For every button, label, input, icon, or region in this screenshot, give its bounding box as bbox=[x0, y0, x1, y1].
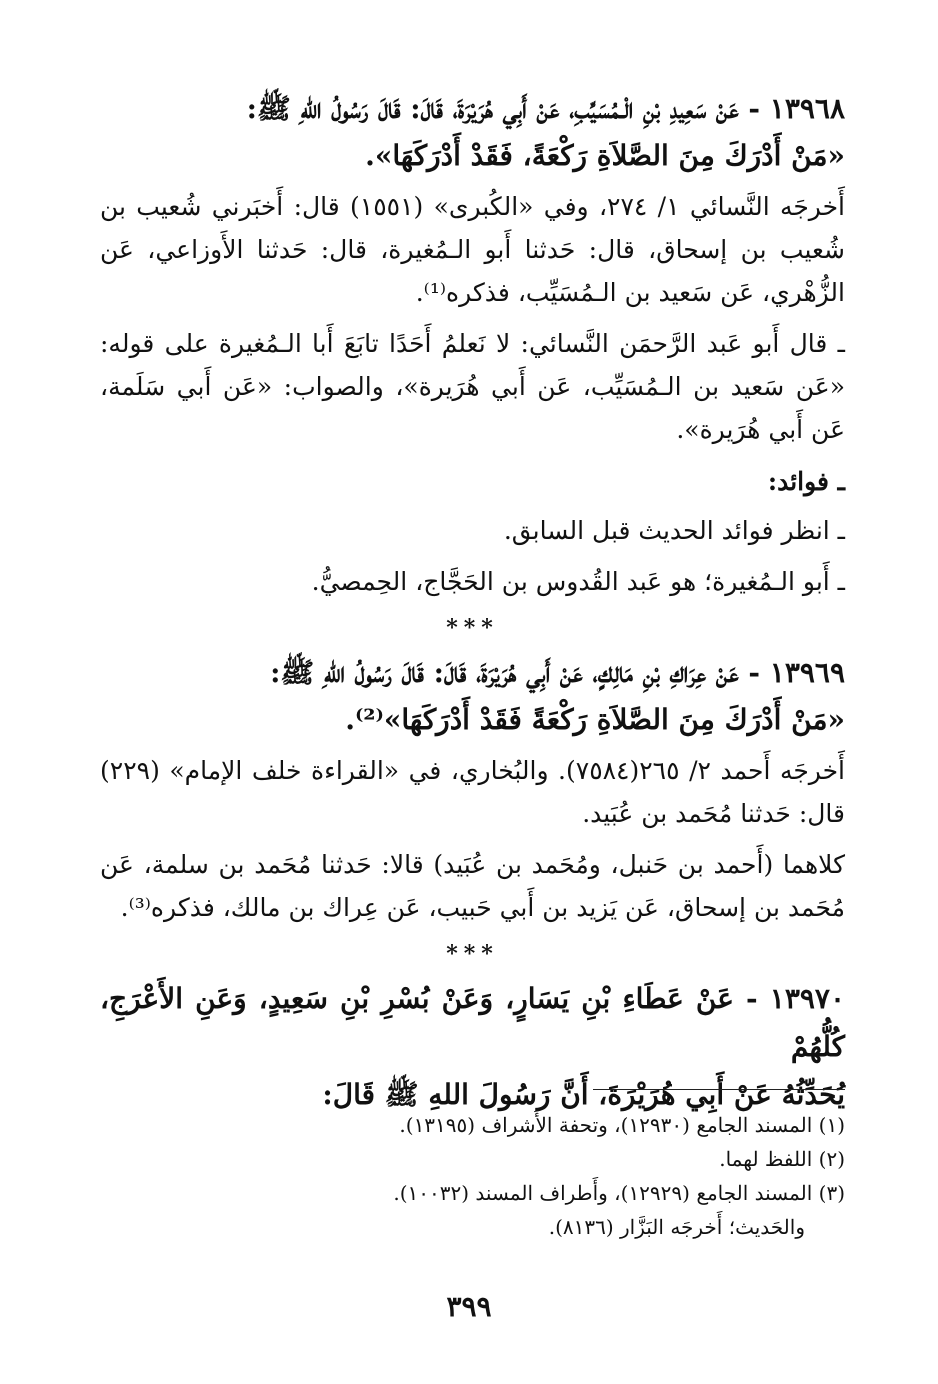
takhrij-13968: أَخرجَه النَّسائي ١/ ٢٧٤، وفي «الكُبرى» (١٥٥١) قال: أَخبَرني شُعيب بن شُعيب بن إسحاق، قال: حَدثنا أَبو الـمُغيرة، قال: حَدثنا الأَوزاعي، عَن الزُّهْري، عَن سَعيد بن الـمُسَيِّب، فذكره⁽¹⁾. bbox=[100, 192, 846, 307]
footnote-3: (٣) المسند الجامع (١٢٩٢٩)، وأَطراف المسند (١٠٠٣٢). bbox=[393, 1181, 845, 1205]
page-body bbox=[100, 85, 845, 1119]
nasai-note: ـ قال أَبو عَبد الرَّحمَن النَّسائي: لا نَعلمُ أَحَدًا تابَعَ أَبا الـمُغيرة على قوله: «عَن سَعيد بن الـمُسَيِّب، عَن أَبي هُرَيرة»، والصواب: «عَن أَبي سَلَمة، عَن أَبي هُرَيرة». bbox=[100, 329, 845, 444]
hadith-13970-line1: ١٣٩٧٠ - عَنْ عَطَاءِ بْنِ يَسَارٍ، وَعَنْ بُسْرِ بْنِ سَعِيدٍ، وَعَنِ الأَعْرَجِ، كُلُّهُمْ bbox=[100, 982, 845, 1063]
fawaid-item-2: ـ أَبو الـمُغيرة؛ هو عَبد القُدوس بن الحَجَّاج، الحِمصيُّ. bbox=[311, 567, 845, 596]
takhrij-13969-b: كلاهما (أَحمد بن حَنبل، ومُحَمد بن عُبَيد) قالا: حَدثنا مُحَمد بن سلمة، عَن مُحَمد بن إسحاق، عَن يَزيد بن أَبي حَبيب، عَن عِراك بن مالك، فذكره⁽³⁾. bbox=[100, 850, 845, 922]
hadith-13969-line1: ١٣٩٦٩ - عَنْ عِرَاكِ بْنِ مَالِكٍ، عَنْ أَبِي هُرَيْرَةَ، قَالَ: قَالَ رَسُولُ اللهِ ﷺ: bbox=[270, 656, 845, 689]
hadith-13969-line2: «مَنْ أَدْرَكَ مِنَ الصَّلاَةِ رَكْعَةً فَقَدْ أَدْرَكَهَا»⁽²⁾. bbox=[345, 703, 845, 736]
footnotes bbox=[100, 1108, 845, 1244]
hadith-13970-line2: يُحَدِّثُهُ عَنْ أَبِي هُرَيْرَةَ، أَنَّ رَسُولَ اللهِ ﷺ قَالَ: bbox=[322, 1078, 845, 1111]
page-number: ٣٩٩ bbox=[446, 1290, 492, 1323]
takhrij-13969-a: أَخرجَه أَحمد ٢/ ٢٦٥(٧٥٨٤). والبُخاري، في «القراءة خلف الإمام» (٢٢٩) قال: حَدثنا مُحَمد بن عُبَيد. bbox=[100, 756, 846, 828]
footnote-1: (١) المسند الجامع (١٢٩٣٠)، وتحفة الأَشراف (١٣١٩٥). bbox=[399, 1113, 845, 1137]
hadith-13968-line1: ١٣٩٦٨ - عَنْ سَعِيدِ بْنِ الْـمُسَيِّبِ، عَنْ أَبِي هُرَيْرَةَ، قَالَ: قَالَ رَسُولُ اللهِ ﷺ: bbox=[246, 92, 845, 125]
hadith-13968-line2: «مَنْ أَدْرَكَ مِنَ الصَّلاَةِ رَكْعَةً، فَقَدْ أَدْرَكَهَا». bbox=[365, 139, 845, 172]
footnote-3-continuation: والحَديث؛ أَخرجَه البَزَّار (٨١٣٦). bbox=[548, 1215, 805, 1239]
section-divider-stars: *** bbox=[446, 615, 499, 641]
footnote-separator bbox=[593, 1089, 845, 1090]
fawaid-item-1: ـ انظر فوائد الحديث قبل السابق. bbox=[503, 516, 845, 545]
section-divider-stars-2: *** bbox=[446, 941, 499, 967]
footnote-2: (٢) اللفظ لهما. bbox=[719, 1147, 845, 1171]
fawaid-heading: ـ فوائد: bbox=[767, 467, 845, 496]
